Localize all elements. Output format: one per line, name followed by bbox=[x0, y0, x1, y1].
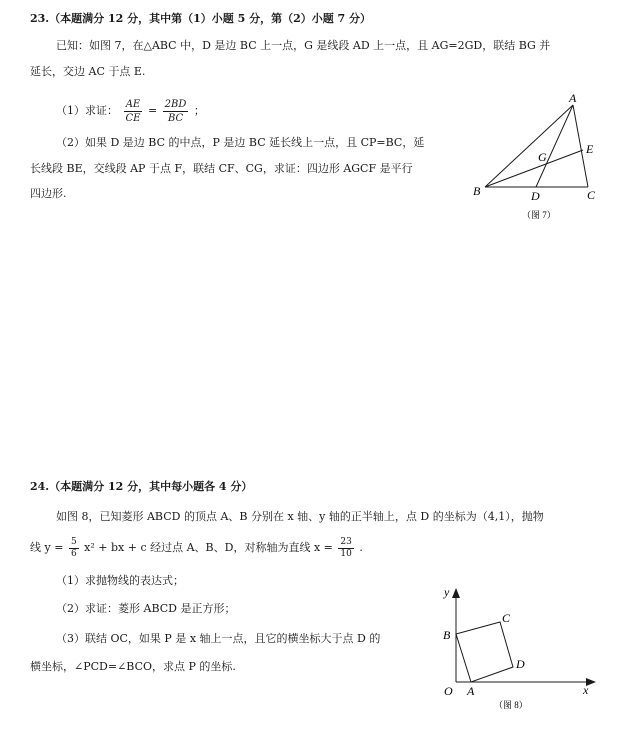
label-d: D bbox=[531, 189, 540, 203]
label-d: D bbox=[516, 657, 525, 671]
label-g: G bbox=[538, 150, 547, 164]
q23-part2-line3: 四边形. bbox=[30, 187, 67, 200]
label-b: B bbox=[473, 184, 481, 198]
label-y: y bbox=[444, 585, 450, 599]
label-c: C bbox=[587, 188, 596, 202]
q23-fraction-ae-ce bbox=[124, 98, 143, 125]
q24-axis-fraction bbox=[338, 537, 353, 560]
q23-equals: = bbox=[147, 104, 158, 117]
label-e: E bbox=[586, 142, 594, 156]
q24-given-line2-end: . bbox=[359, 541, 363, 554]
q23-fraction-2bd-bc bbox=[163, 98, 189, 125]
segment-ab bbox=[485, 105, 573, 187]
segment-be bbox=[485, 150, 583, 187]
q24-axis-denominator: 10 bbox=[340, 548, 352, 559]
q23-fraction-numerator: AE bbox=[125, 98, 141, 110]
label-x: x bbox=[583, 683, 589, 697]
label-a: A bbox=[467, 684, 475, 698]
q23-part1-prefix: （1）求证： bbox=[56, 104, 118, 117]
segment-ad bbox=[536, 105, 573, 187]
label-o: O bbox=[444, 684, 453, 698]
q23-given-line2: 延长，交边 AC 于点 E. bbox=[30, 65, 146, 78]
figure-7 bbox=[470, 90, 610, 230]
label-a: A bbox=[569, 91, 577, 105]
y-axis-arrow-icon bbox=[452, 588, 460, 598]
q23-part1-end: ； bbox=[193, 104, 205, 117]
figure-8-caption: （图 8） bbox=[494, 700, 528, 710]
figure-8 bbox=[436, 582, 606, 717]
q24-given-line2 bbox=[30, 533, 363, 563]
label-c: C bbox=[502, 611, 511, 625]
label-b: B bbox=[443, 628, 451, 642]
q24-coefficient-fraction bbox=[69, 537, 79, 560]
q24-given-line1: 如图 8，已知菱形 ABCD 的顶点 A、B 分别在 x 轴、y 轴的正半轴上，点 D 的坐标为（4,1），抛物 bbox=[56, 510, 544, 523]
q24-part1: （1）求抛物线的表达式； bbox=[56, 574, 184, 587]
q23-fraction-numerator: 2BD bbox=[164, 98, 187, 110]
q24-part3-line2: 横坐标，∠PCD=∠BCO，求点 P 的坐标. bbox=[30, 660, 236, 673]
q24-header: 24.（本题满分 12 分，其中每小题各 4 分） bbox=[30, 480, 253, 493]
q24-axis-numerator: 23 bbox=[340, 536, 352, 547]
rhombus-abcd bbox=[456, 622, 513, 682]
q23-fraction-denominator: CE bbox=[125, 112, 141, 124]
q23-part2-line1: （2）如果 D 是边 BC 的中点，P 是边 BC 延长线上一点，且 CP=BC，延 bbox=[56, 136, 425, 149]
q23-header: 23.（本题满分 12 分，其中第（1）小题 5 分，第（2）小题 7 分） bbox=[30, 12, 372, 25]
q24-coefficient-numerator: 5 bbox=[70, 536, 77, 547]
q24-part3-line1: （3）联结 OC，如果 P 是 x 轴上一点，且它的横坐标大于点 D 的 bbox=[56, 632, 381, 645]
q23-given-line1: 已知：如图 7，在△ABC 中，D 是边 BC 上一点，G 是线段 AD 上一点，且 AG=2GD，联结 BG 并 bbox=[56, 39, 551, 52]
q24-given-line2-prefix: 线 y = bbox=[30, 541, 64, 554]
q24-coefficient-denominator: 6 bbox=[70, 548, 77, 559]
figure-7-caption: （图 7） bbox=[522, 210, 556, 220]
q23-part2-line2: 长线段 BE，交线段 AP 于点 F，联结 CF、CG，求证：四边形 AGCF 是平行 bbox=[30, 162, 413, 175]
q23-part1 bbox=[56, 96, 205, 126]
q24-given-line2-mid: x² + bx + c 经过点 A、B、D，对称轴为直线 x = bbox=[84, 541, 333, 554]
q24-part2: （2）求证：菱形 ABCD 是正方形； bbox=[56, 602, 236, 615]
q23-fraction-denominator: BC bbox=[167, 112, 184, 124]
